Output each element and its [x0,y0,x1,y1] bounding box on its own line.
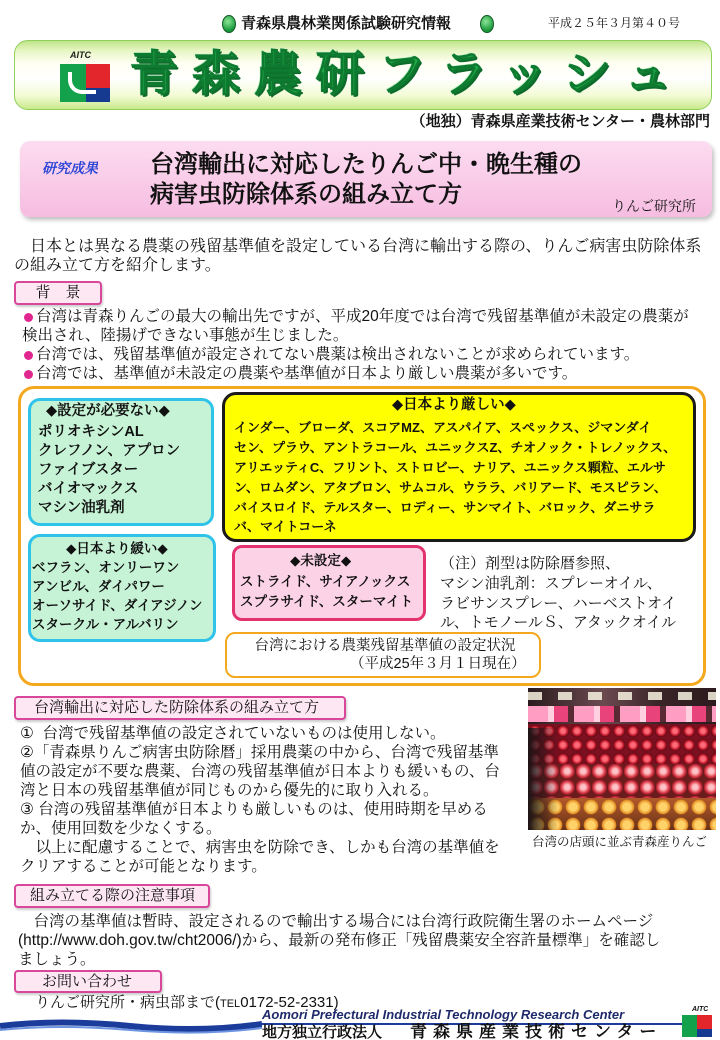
phone-number: 0172-52-2331) [240,994,339,1011]
pesticide-list-line: バイスロイド、テルスター、ロディー、サンマイト、バロック、ダニサラ [234,500,656,515]
figure-caption-line: 台湾における農薬残留基準値の設定状況 [254,638,516,654]
logo-blue-block [697,1029,712,1037]
method-line: か、使用回数を少なくする。 [20,820,222,837]
caution-line: 台湾の基準値は暫時、設定されるので輸出する場合には台湾行政院衛生署のホームページ [18,913,654,930]
headline-title-line: 台湾輸出に対応したりんご中・晩生種の [150,151,582,178]
green-oval-icon [480,15,494,33]
box-heading: ◆日本より緩い◆ [66,541,168,556]
pesticide-item: バイオマックス [38,481,139,497]
figure-note-line: ル、トモノールＳ、アタックオイル [440,614,677,631]
org-type: 地方独立行政法人 [262,1024,383,1040]
bullet-line: 検出され、陸揚げできない事態が生じました。 [22,327,349,344]
section-label-caution: 組み立てる際の注意事項 [14,884,210,908]
box-heading: ◆設定が必要ない◆ [46,403,170,419]
pesticide-item: オーソサイド、ダイアジノン [32,598,203,613]
box-heading: ◆日本より厳しい◆ [392,397,516,413]
figure-note-line: （注）剤型は防除暦参照、 [440,555,621,572]
pesticide-item: マシン油乳剤 [38,500,125,516]
org-name: 青森県産業技術センター [410,1023,663,1040]
bullet-dot-icon [24,370,33,379]
logo-green-block [682,1015,697,1037]
section-label-method: 台湾輸出に対応した防除体系の組み立て方 [14,696,346,720]
banner-title: 青森農研フラッシュ [130,48,687,101]
tel-label: TEL [220,998,241,1010]
logo-red-block [697,1015,712,1029]
logo-swoosh-icon [68,72,96,94]
bullet-dot-icon [24,351,33,360]
intro-line: 日本とは異なる農薬の残留基準値を設定している台湾に輸出する際の、りんご病害虫防除体系 [14,238,702,255]
pesticide-list-line: ン、ロムダン、アタブロン、サムコル、ウララ、バリアード、モスピラン、 [234,480,667,495]
pesticide-list-line: アリエッティC、フリント、ストロビー、ナリア、ユニックス顆粒、エルサ [234,460,666,475]
logo-text: AITC [70,50,91,60]
figure-note-line: ラビサンスプレー、ハーベストオイ [440,595,677,612]
bullet-line: 台湾では、基準値が未設定の農薬や基準値が日本より厳しい農薬が多いです。 [36,365,578,382]
pesticide-list-line: セン、プラウ、アントラコール、ユニックスZ、チオノック・トレノックス、 [234,440,677,455]
method-line: 湾と日本の残留基準値が同じものから優先的に取り入れる。 [20,782,439,799]
series-title: 青森県農林業関係試験研究情報 [241,15,452,32]
issue-number: 平成２５年３月第４０号 [548,16,681,30]
intro-line: の組み立て方を紹介します。 [14,257,221,274]
pesticide-item: アンビル、ダイパワー [32,579,165,594]
footer-english-name: Aomori Prefectural Industrial Technology Research Center [262,1007,625,1022]
pesticide-item: ファイブスター [38,462,139,478]
footer-aitc-logo [680,1006,716,1038]
green-oval-icon [222,15,236,33]
photo-apples-in-taiwan-store [528,688,716,830]
aitc-logo [56,50,114,104]
pesticide-item: スタークル・アルバリン [32,617,179,632]
footer-logo-text: AITC [692,1006,709,1013]
pesticide-item: スプラサイド、スターマイト [240,594,414,609]
method-line: 以上に配慮することで、病害虫を防除でき、しかも台湾の基準値を [20,839,500,856]
pesticide-item: クレフノン、アプロン [38,443,181,459]
pesticide-list-line: バ、マイトコーネ [234,519,337,534]
method-line: 値の設定が不要な農薬、台湾の残留基準値が日本よりも緩いもの、台 [20,763,500,780]
department-name: （地独）青森県産業技術センター・農林部門 [410,113,710,130]
pesticide-item: ポリオキシンAL [38,424,144,440]
pesticide-item: ストライド、サイアノックス [240,574,411,589]
author-lab: りんご研究所 [612,198,696,214]
caution-line: ましょう。 [18,951,96,968]
box-heading: ◆未設定◆ [290,553,352,568]
contact-text: りんご研究所・病虫部まで( [20,994,220,1011]
method-line: ②「青森県りんご病害虫防除暦」採用農薬の中から、台湾で残留基準 [20,744,499,761]
series-header [222,12,496,36]
headline-title-line: 病害虫防除体系の組み立て方 [150,181,462,208]
bullet-line: 台湾は青森りんごの最大の輸出先ですが、平成20年度では台湾で残留基準値が未設定の農薬が [36,308,689,325]
footer-organization [262,1023,662,1040]
category-tag: 研究成果 [42,160,98,176]
pesticide-list-line: インダー、ブローダ、スコアMZ、アスパイア、スペックス、ジマンダイ [234,420,652,435]
bullet-dot-icon [24,313,33,322]
photo-caption: 台湾の店頭に並ぶ青森産りんご [532,835,708,849]
caution-line: (http://www.doh.gov.tw/cht2006/)から、最新の発布修正「残留農薬安全容許量標準」を確認し [18,932,661,949]
footer-wave [0,1014,262,1038]
method-line: ③ 台湾の残留基準値が日本よりも厳しいものは、使用時期を早める [20,801,488,818]
method-line: ① 台湾で残留基準値の設定されていないものは使用しない。 [20,725,446,742]
section-label-contact: お問い合わせ [14,970,162,993]
figure-note-line: マシン油乳剤：スプレーオイル、 [440,575,662,592]
figure-caption-line: （平成25年３月１日現在） [350,656,526,672]
section-label-background: 背 景 [14,281,102,305]
method-line: クリアすることが可能となります。 [20,858,267,875]
pesticide-item: ベフラン、オンリーワン [32,560,180,575]
bullet-line: 台湾では、残留基準値が設定されてない農薬は検出されないことが求められています。 [36,346,640,363]
